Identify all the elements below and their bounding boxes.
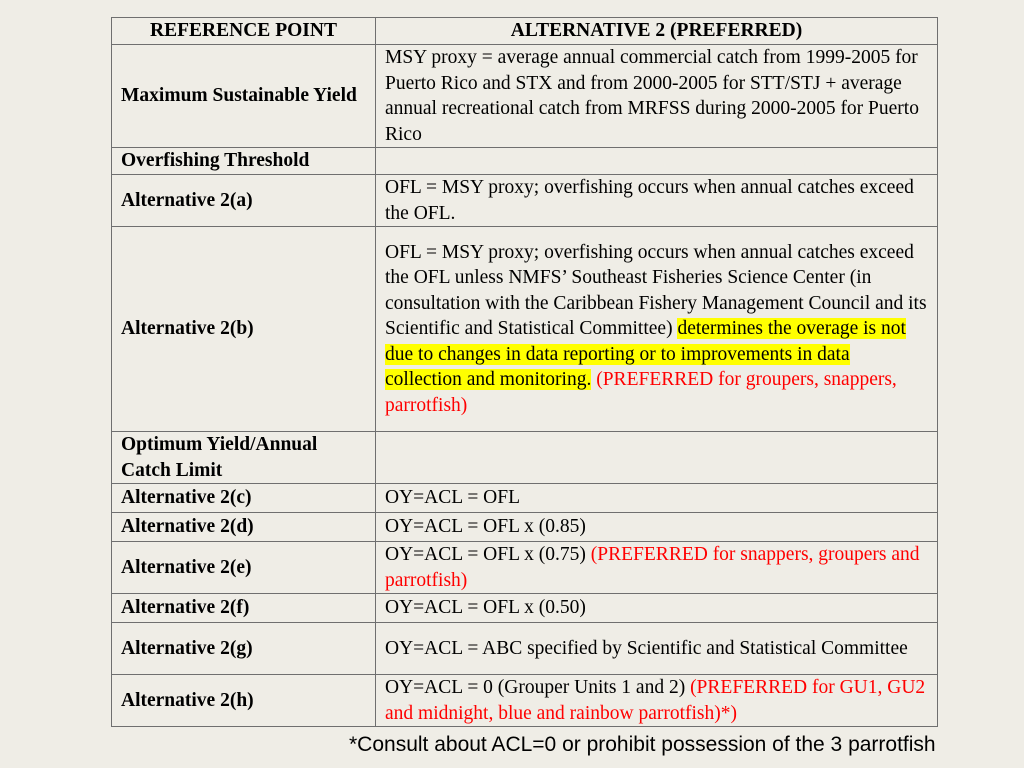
table-row-alt-2f (112, 594, 938, 623)
reference-point-table (111, 17, 938, 727)
table-row-alt-2a (112, 175, 938, 227)
alt-2g-label: Alternative 2(g) (112, 623, 376, 675)
alt-2b-highlight-text: determines the overage is not due to changes in data reporting or to improvements in data collection and monitoring. (385, 318, 906, 391)
footnote: *Consult about ACL=0 or prohibit possession of the 3 parrotfish (349, 733, 936, 756)
alt-2c-label: Alternative 2(c) (112, 484, 376, 513)
table-row-overfishing (112, 148, 938, 175)
alt-2h-label: Alternative 2(h) (112, 675, 376, 727)
alt-2c-text: OY=ACL = OFL (376, 484, 938, 513)
alt-2e-main-text: OY=ACL = OFL x (0.75) (385, 544, 591, 565)
table-row-alt-2b (112, 227, 938, 432)
table-row-oy (112, 432, 938, 484)
table-row-msy (112, 45, 938, 148)
alt-2d-label: Alternative 2(d) (112, 513, 376, 542)
table-row-alt-2g (112, 623, 938, 675)
oy-empty-cell (376, 432, 938, 484)
alt-2b-text (376, 227, 938, 432)
oy-acl-label: Optimum Yield/Annual Catch Limit (112, 432, 376, 484)
msy-label: Maximum Sustainable Yield (112, 45, 376, 148)
alt-2h-preferred-text: (PREFERRED for GU1, GU2 and midnight, blue and rainbow parrotfish)*) (385, 677, 926, 724)
overfishing-threshold-label: Overfishing Threshold (112, 148, 376, 175)
msy-text: MSY proxy = average annual commercial catch from 1999-2005 for Puerto Rico and STX and from 2000-2005 for STT/STJ + average annual recreational catch from MRFSS during 2000-2005 for Puerto Rico (376, 45, 938, 148)
header-reference-point: REFERENCE POINT (112, 18, 376, 45)
table-row-alt-2d (112, 513, 938, 542)
alt-2b-label: Alternative 2(b) (112, 227, 376, 432)
alt-2e-label: Alternative 2(e) (112, 542, 376, 594)
alt-2h-text (376, 675, 938, 727)
table-row-alt-2e (112, 542, 938, 594)
alt-2h-main-text: OY=ACL = 0 (Grouper Units 1 and 2) (385, 677, 691, 698)
alt-2e-text (376, 542, 938, 594)
alt-2f-label: Alternative 2(f) (112, 594, 376, 623)
table-row-alt-2h (112, 675, 938, 727)
alt-2d-text: OY=ACL = OFL x (0.85) (376, 513, 938, 542)
alt-2e-preferred-text: (PREFERRED for snappers, groupers and parrotfish) (385, 544, 920, 591)
alt-2f-text: OY=ACL = OFL x (0.50) (376, 594, 938, 623)
table-header-row (112, 18, 938, 45)
table-row-alt-2c (112, 484, 938, 513)
overfishing-empty-cell (376, 148, 938, 175)
alt-2a-text: OFL = MSY proxy; overfishing occurs when annual catches exceed the OFL. (376, 175, 938, 227)
alt-2b-preferred-text: (PREFERRED for groupers, snappers, parrotfish) (385, 369, 897, 416)
alt-2b-main-text: OFL = MSY proxy; overfishing occurs when annual catches exceed the OFL unless NMFS’ Southeast Fisheries Science Center (in consultation with the Caribbean Fishery Management Council and its Scientific and Statistical Committee) (385, 241, 927, 340)
header-alternative-2: ALTERNATIVE 2 (PREFERRED) (376, 18, 938, 45)
alt-2a-label: Alternative 2(a) (112, 175, 376, 227)
alt-2g-text: OY=ACL = ABC specified by Scientific and Statistical Committee (376, 623, 938, 675)
